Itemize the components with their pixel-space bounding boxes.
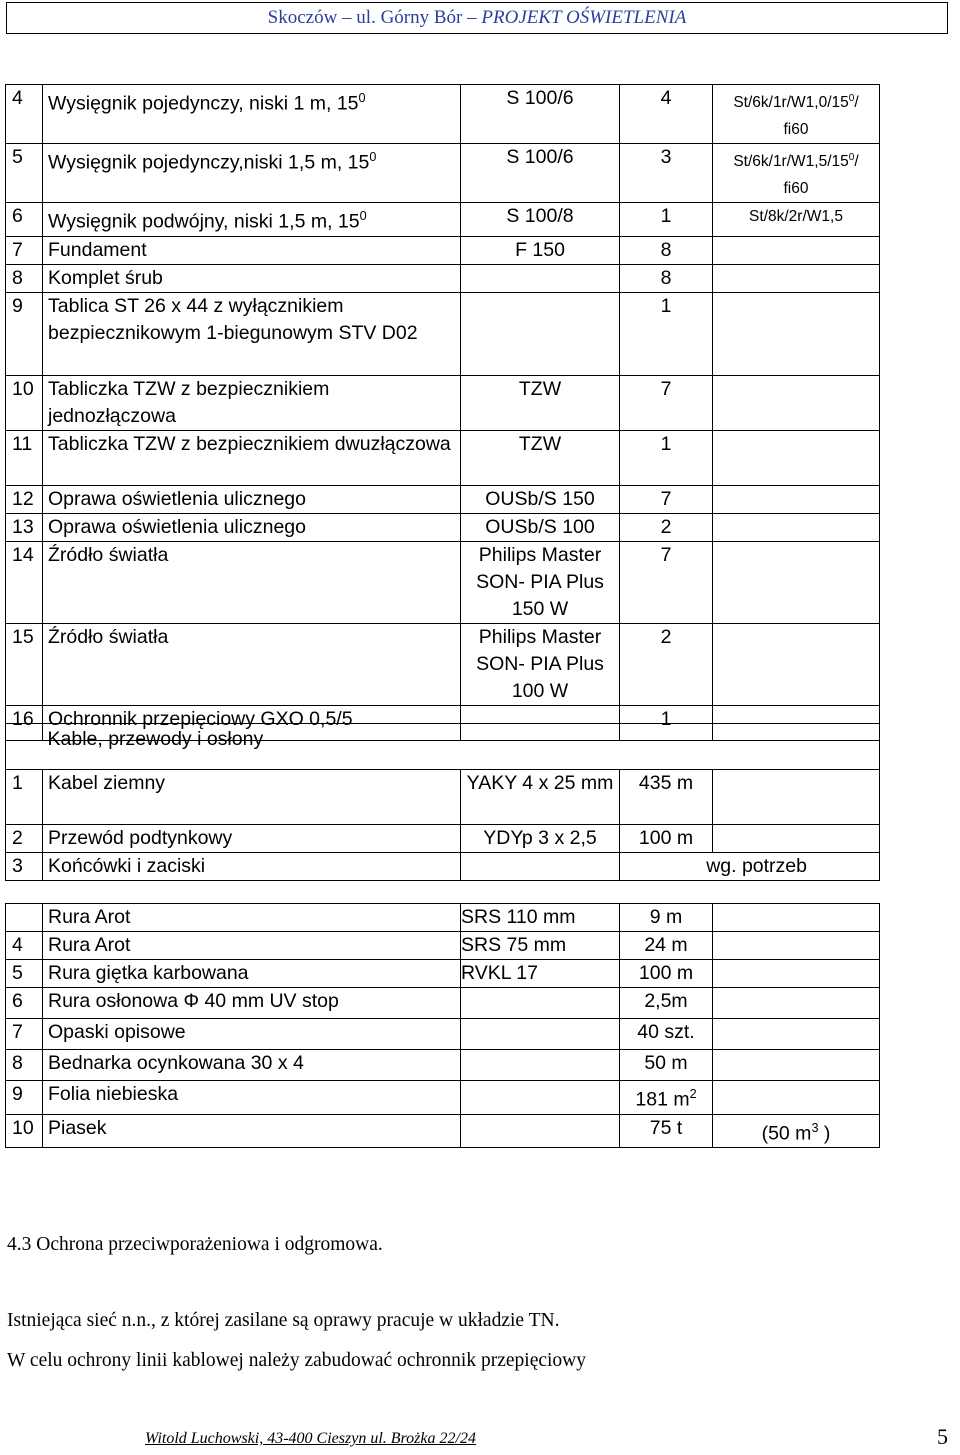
item-quantity: 9 m <box>620 904 713 932</box>
row-number: 6 <box>6 988 43 1019</box>
table-row <box>6 485 880 513</box>
superscript: 2 <box>689 1087 697 1101</box>
item-name: Tablica ST 26 x 44 z wyłącznikiem bezpiecznikowym 1-biegunowym STV D02 <box>43 292 461 375</box>
superscript: 3 <box>811 1120 819 1135</box>
table-row <box>6 430 880 485</box>
item-quantity: 7 <box>620 375 713 430</box>
table-row <box>6 375 880 430</box>
item-name: Wysięgnik pojedynczy,niski 1,5 m, $15^0$ <box>43 144 461 203</box>
superscript: 0 <box>848 93 855 104</box>
row-number: 13 <box>6 513 43 541</box>
item-quantity: 435 m <box>620 770 713 825</box>
item-name: Rura Arot <box>43 904 461 932</box>
table-row <box>6 264 880 292</box>
item-quantity: 1 <box>620 430 713 485</box>
table-row <box>6 1019 880 1050</box>
table-row <box>6 236 880 264</box>
item-note <box>713 292 880 375</box>
row-number: 3 <box>6 853 43 881</box>
row-number: 6 <box>6 203 43 237</box>
row-number: 9 <box>6 1081 43 1115</box>
item-quantity: 2 <box>620 513 713 541</box>
item-name: Rura osłonowa Φ 40 mm UV stop <box>43 988 461 1019</box>
item-quantity: 8 <box>620 236 713 264</box>
item-quantity: 181 $m^2$ <box>620 1081 713 1115</box>
item-type <box>461 1019 620 1050</box>
item-quantity: 7 <box>620 541 713 623</box>
header-project: PROJEKT OŚWIETLENIA <box>481 7 687 28</box>
item-note <box>713 485 880 513</box>
table-row <box>6 932 880 960</box>
table-row <box>6 960 880 988</box>
table-row <box>6 623 880 705</box>
item-quantity: 1 <box>620 292 713 375</box>
item-type: OUSb/S 100 <box>461 513 620 541</box>
table-row <box>6 541 880 623</box>
row-number: 5 <box>6 144 43 203</box>
item-note <box>713 825 880 853</box>
item-quantity: 1 <box>620 705 713 740</box>
table-row <box>6 825 880 853</box>
item-type: S 100/6 <box>461 85 620 144</box>
row-number: 7 <box>6 236 43 264</box>
row-number: 12 <box>6 485 43 513</box>
item-name: Piasek <box>43 1114 461 1148</box>
cables-heading-row <box>6 724 880 770</box>
materials-table-body <box>6 904 880 1148</box>
item-note <box>713 623 880 705</box>
item-type: F 150 <box>461 236 620 264</box>
item-type: S 100/6 <box>461 144 620 203</box>
item-name: Tabliczka TZW z bezpiecznikiem dwuzłączowa <box>43 430 461 485</box>
item-name: Ochronnik przepięciowy GXO 0,5/5 <box>43 705 461 740</box>
item-note <box>713 513 880 541</box>
row-number: 8 <box>6 1050 43 1081</box>
item-note: wg. potrzeb <box>620 853 880 881</box>
row-number: 8 <box>6 264 43 292</box>
row-number: 10 <box>6 375 43 430</box>
table-row <box>6 1114 880 1148</box>
item-name: Komplet śrub <box>43 264 461 292</box>
item-note: $St/6k/1r/W1,0/15^0/$ fi60 <box>713 85 880 144</box>
item-note <box>713 904 880 932</box>
item-type <box>461 1114 620 1148</box>
item-type <box>461 853 620 881</box>
item-type: OUSb/S 150 <box>461 485 620 513</box>
table-row <box>6 904 880 932</box>
item-name: Źródło światła <box>43 541 461 623</box>
superscript: 0 <box>359 209 367 224</box>
table-row <box>6 988 880 1019</box>
item-note <box>713 960 880 988</box>
row-number: 1 <box>6 770 43 825</box>
table-row <box>6 203 880 237</box>
item-note <box>713 264 880 292</box>
table-row <box>6 85 880 144</box>
item-type: YAKY 4 x 25 mm <box>461 770 620 825</box>
item-type: S 100/8 <box>461 203 620 237</box>
row-number: 5 <box>6 960 43 988</box>
item-quantity: 4 <box>620 85 713 144</box>
item-name: Rura Arot <box>43 932 461 960</box>
item-type <box>461 1050 620 1081</box>
row-number: 15 <box>6 623 43 705</box>
item-quantity: 7 <box>620 485 713 513</box>
item-type <box>461 292 620 375</box>
item-type: RVKL 17 <box>461 960 620 988</box>
row-number: 10 <box>6 1114 43 1148</box>
item-quantity: 3 <box>620 144 713 203</box>
header-location: Skoczów – ul. Górny Bór – <box>267 7 482 28</box>
item-type: Philips Master SON- PIA Plus 150 W <box>461 541 620 623</box>
item-name: Kabel ziemny <box>43 770 461 825</box>
item-quantity: 8 <box>620 264 713 292</box>
table-row <box>6 513 880 541</box>
superscript: 0 <box>358 91 366 105</box>
equipment-table-body <box>6 85 880 741</box>
item-type: TZW <box>461 375 620 430</box>
item-name: Folia niebieska <box>43 1081 461 1115</box>
item-quantity: 100 m <box>620 960 713 988</box>
row-number <box>6 904 43 932</box>
item-type <box>461 1081 620 1115</box>
table-row <box>6 292 880 375</box>
cables-table-body <box>6 770 880 881</box>
item-quantity: 100 m <box>620 825 713 853</box>
item-quantity: 50 m <box>620 1050 713 1081</box>
item-quantity: 40 szt. <box>620 1019 713 1050</box>
item-note <box>713 1050 880 1081</box>
page-header <box>6 2 948 34</box>
item-name: Oprawa oświetlenia ulicznego <box>43 485 461 513</box>
item-name: Przewód podtynkowy <box>43 825 461 853</box>
item-quantity: 24 m <box>620 932 713 960</box>
item-quantity: 2,5m <box>620 988 713 1019</box>
row-number: 14 <box>6 541 43 623</box>
section-paragraph-1: Istniejąca sieć n.n., z której zasilane są oprawy pracuje w układzie TN. <box>7 1310 560 1331</box>
item-name: Źródło światła <box>43 623 461 705</box>
item-name: Bednarka ocynkowana 30 x 4 <box>43 1050 461 1081</box>
item-quantity: 75 t <box>620 1114 713 1148</box>
item-name: Wysięgnik pojedynczy, niski 1 m, $15^0$ <box>43 85 461 144</box>
item-note <box>713 988 880 1019</box>
cables-heading: Kable, przewody i osłony <box>43 724 880 770</box>
table-row <box>6 770 880 825</box>
cables-heading-spacer <box>6 724 43 770</box>
item-type <box>461 264 620 292</box>
cables-table <box>5 723 880 881</box>
item-name: Fundament <box>43 236 461 264</box>
row-number: 11 <box>6 430 43 485</box>
item-note: $St/6k/1r/W1,5/15^0/$ fi60 <box>713 144 880 203</box>
row-number: 7 <box>6 1019 43 1050</box>
table-row <box>6 853 880 881</box>
item-type: SRS 110 mm <box>461 904 620 932</box>
section-paragraph-2: W celu ochrony linii kablowej należy zabudować ochronnik przepięciowy <box>7 1350 587 1371</box>
item-note <box>713 541 880 623</box>
item-note: (50 $m^3$ ) <box>713 1114 880 1148</box>
item-type: Philips Master SON- PIA Plus 100 W <box>461 623 620 705</box>
row-number: 9 <box>6 292 43 375</box>
item-name: Opaski opisowe <box>43 1019 461 1050</box>
footer-author: Witold Luchowski, 43-400 Cieszyn ul. Brożka 22/24 <box>145 1430 476 1447</box>
row-number: 16 <box>6 705 43 740</box>
page-number: 5 <box>937 1424 948 1449</box>
materials-table <box>5 903 880 1148</box>
table-row <box>6 1081 880 1115</box>
item-quantity: 1 <box>620 203 713 237</box>
row-number: 2 <box>6 825 43 853</box>
table-row <box>6 1050 880 1081</box>
row-number: 4 <box>6 85 43 144</box>
superscript: 0 <box>848 152 855 164</box>
item-type: TZW <box>461 430 620 485</box>
item-type <box>461 988 620 1019</box>
row-number: 4 <box>6 932 43 960</box>
item-name: Wysięgnik podwójny, niski 1,5 m, $15^0$ <box>43 203 461 237</box>
item-name: Rura giętka karbowana <box>43 960 461 988</box>
item-note: St/8k/2r/W1,5 <box>713 203 880 237</box>
item-type: SRS 75 mm <box>461 932 620 960</box>
item-note <box>713 430 880 485</box>
item-type: YDYp 3 x 2,5 <box>461 825 620 853</box>
item-note <box>713 375 880 430</box>
item-note <box>713 932 880 960</box>
superscript: 0 <box>369 150 377 165</box>
item-note <box>713 236 880 264</box>
item-name: Oprawa oświetlenia ulicznego <box>43 513 461 541</box>
item-note <box>713 1019 880 1050</box>
section-heading: 4.3 Ochrona przeciwporażeniowa i odgromowa. <box>7 1234 383 1255</box>
item-note <box>713 1081 880 1115</box>
item-note <box>713 770 880 825</box>
item-quantity: 2 <box>620 623 713 705</box>
item-name: Tabliczka TZW z bezpiecznikiem jednozłączowa <box>43 375 461 430</box>
equipment-table <box>5 84 880 741</box>
table-row <box>6 144 880 203</box>
item-name: Końcówki i zaciski <box>43 853 461 881</box>
